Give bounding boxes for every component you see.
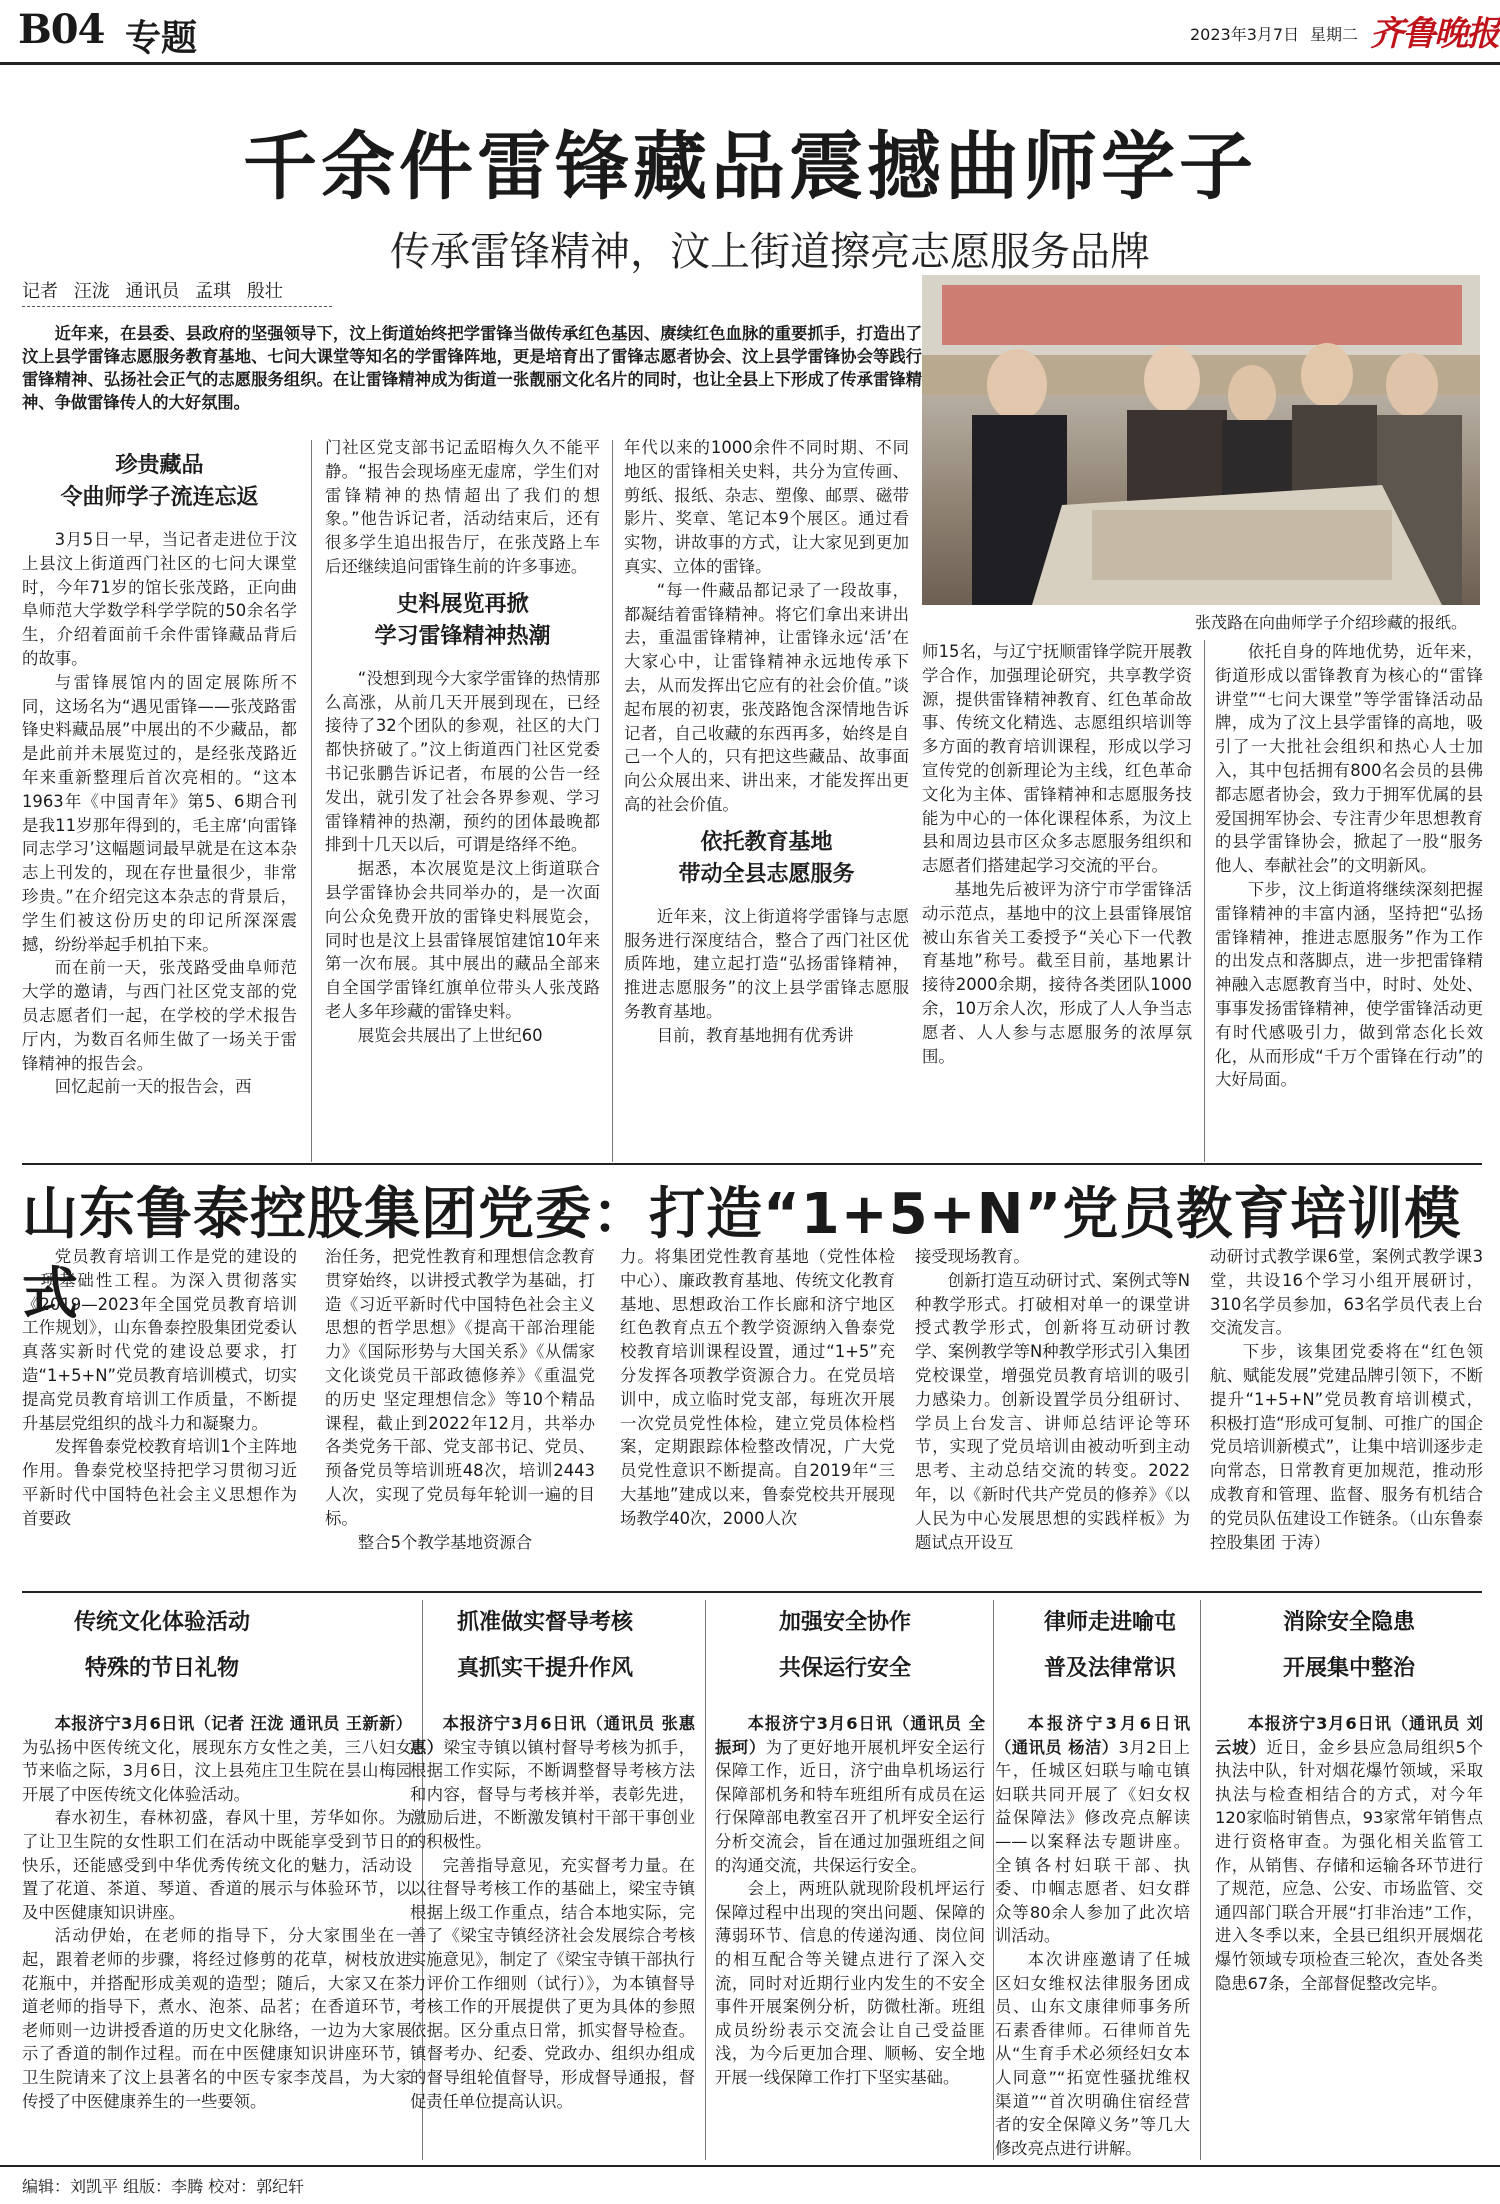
lead-column-3 bbox=[624, 436, 909, 1162]
brief-title: 真抓实干提升作风 bbox=[456, 1656, 633, 1681]
subhead-exhibition: 史料展览再掀 学习雷锋精神热潮 bbox=[374, 591, 551, 649]
brief-title: 共保运行安全 bbox=[778, 1656, 911, 1681]
paragraph: 活动伊始，在老师的指导下，分大家围坐在一起，跟着老师的步骤，将经过修剪的花草，树枝放进花瓶中，并搭配形成美观的造型；随后，大家又在茶道老师的指导下，煮水、泡茶、品茗；在香道环节，老师则一边讲授香道的历史文化脉络，一边为大家展示了香道的制作过程。而在中医健康知识讲座环节，卫生院请来了汶上县著名的中医专家李茂昌，为大家传授了中医健康养生的一些要领。 bbox=[22, 1926, 412, 2111]
paragraph: 下步，该集团党委将在“红色领航、赋能发展”党建品牌引领下，不断提升“1+5+N”党员教育培训模式，积极打造“形成可复制、可推广的国企党员培训新模式”，让集中培训逐步走向常态，日常教育更加规范，推动形成教育和管理、监督、服务有机结合的党员队伍建设工作链条。（山东鲁泰控股集团 于涛） bbox=[1210, 1342, 1483, 1552]
second-column-4 bbox=[915, 1245, 1190, 1623]
paragraph: 依托自身的阵地优势，近年来，街道形成以雷锋教育为核心的“雷锋讲堂”“七问大课堂”等学雷锋活动品牌，成为了汶上县学雷锋的高地，吸引了一大批社会组织和热心人士加入，其中包括拥有800名会员的县佛都志愿者协会，致力于拥军优属的县爱国拥军协会、专注青少年思想教育的县学雷锋协会，掀起了一股“服务他人、奉献社会”的文明新风。 bbox=[1215, 642, 1483, 876]
paragraph: 力。将集团党性教育基地（党性体检中心）、廉政教育基地、传统文化教育基地、思想政治工作长廊和济宁地区红色教育点五个教学资源纳入鲁泰党校教育培训课程设置，通过“1+5”充分发挥各项教学资源合力。在党员培训中，成立临时党支部，每班次开展一次党员党性体检，建立党员体检档案，定期跟踪体检整改情况，广大党员党性意识不断提高。自2019年“三大基地”建成以来，鲁泰党校共开展现场教学40次，2000人次 bbox=[620, 1247, 895, 1528]
lead-column-5 bbox=[1215, 640, 1483, 1162]
dateline: 本报济宁3月6日讯（通讯员 杨洁） bbox=[995, 1714, 1190, 1757]
paragraph: 目前，教育基地拥有优秀讲 bbox=[656, 1025, 854, 1045]
subhead-education-base: 依托教育基地 带动全县志愿服务 bbox=[678, 829, 855, 887]
paragraph: 近日，金乡县应急局组织5个执法中队，针对烟花爆竹领域，采取执法与检查相结合的方式，对今年120家临时销售点，93家常年销售点进行资格审查。为强化相关监管工作，从销售、存储和运输各环节进行了规范，应急、公安、市场监管、交通四部门联合开展“打非治违”工作，进入冬季以来，全县已组织开展烟花爆竹领域专项检查三轮次，查处各类隐患67条，全部督促整改完毕。 bbox=[1215, 1737, 1483, 1993]
second-column-1 bbox=[22, 1245, 297, 1623]
byline-rule bbox=[22, 306, 332, 307]
brief-4 bbox=[995, 1600, 1225, 1692]
brief-5 bbox=[1215, 1600, 1483, 1692]
brief-1 bbox=[22, 1600, 412, 1692]
brief-3 bbox=[710, 1600, 980, 1692]
paragraph: 据悉，本次展览是汶上街道联合县学雷锋协会共同举办的，是一次面向公众免费开放的雷锋史料展览会，同时也是汶上县雷锋展馆建馆10年来第一次布展。其中展出的藏品全部来自全国学雷锋红旗单位带头人张茂路老人多年珍藏的雷锋史料。 bbox=[325, 859, 600, 1021]
paragraph: 门社区党支部书记孟昭梅久久不能平静。“报告会现场座无虚席，学生们对雷锋精神的热情超出了我们的想象。”他告诉记者，活动结束后，还有很多学生追出报告厅，在张茂路上车后还继续追问雷锋生前的许多事迹。 bbox=[325, 438, 600, 576]
page-code: B04 bbox=[18, 6, 105, 53]
brief-title: 律师走进喻屯 bbox=[1043, 1610, 1176, 1635]
editor-credits: 编辑：刘凯平 组版：李腾 校对：郭纪轩 bbox=[22, 2177, 305, 2196]
lead-paragraph: 近年来，在县委、县政府的坚强领导下，汶上街道始终把学雷锋当做传承红色基因、赓续红色血脉的重要抓手，打造出了汶上县学雷锋志愿服务教育基地、七问大课堂等知名的学雷锋阵地，更是培育出了雷锋志愿者协会、汶上县学雷锋协会等践行雷锋精神、弘扬社会正气的志愿服务组织。在让雷锋精神成为街道一张靓丽文化名片的同时，也让全县上下形成了传承雷锋精神、争做雷锋传人的大好氛围。 bbox=[22, 324, 922, 412]
column-divider bbox=[993, 1600, 994, 2160]
lead-subheadline: 传承雷锋精神，汶上街道擦亮志愿服务品牌 bbox=[390, 229, 1150, 275]
header-rule bbox=[0, 62, 1500, 65]
brief-title: 加强安全协作 bbox=[778, 1610, 911, 1635]
paragraph: “每一件藏品都记录了一段故事，都凝结着雷锋精神。将它们拿出来讲出去，重温雷锋精神，让雷锋永远‘活’在大家心中，让雷锋精神永远地传承下去，从而发挥出它应有的社会价值。”谈起布展的初衷，张茂路饱含深情地告诉记者，自己收藏的东西再多，始终是自己一个人的，只有把这些藏品、故事面向公众展出来、讲出来，才能发挥出更高的社会价值。 bbox=[624, 580, 909, 814]
paragraph: 师15名，与辽宁抚顺雷锋学院开展教学合作，加强理论研究，共享教学资源，提供雷锋精神教育、红色革命故事、传统文化精选、志愿组织培训等多方面的教育培训课程，形成以学习宣传党的创新理论为主线，红色革命文化为主体、雷锋精神和志愿服务技能为中心的一体化课程体系，为汶上县和周边县市区众多志愿服务组织和志愿者们搭建起学习交流的平台。 bbox=[922, 642, 1192, 876]
paragraph: 下步，汶上街道将继续深刻把握雷锋精神的丰富内涵，坚持把“弘扬雷锋精神，推进志愿服务”作为工作的出发点和落脚点，进一步把雷锋精神融入志愿教育当中，时时、处处、事事发扬雷锋精神，使学雷锋活动更有时代感吸引力，做到常态化长效化，从而形成“千万个雷锋在行动”的大好局面。 bbox=[1215, 879, 1483, 1090]
brief-title: 特殊的节日礼物 bbox=[84, 1656, 239, 1681]
paragraph: 基地先后被评为济宁市学雷锋活动示范点，基地中的汶上县雷锋展馆被山东省关工委授予“关心下一代教育基地”称号。截至目前，基地累计接待2000余期，接待各类团队1000余，10万余人次，形成了人人争当志愿者、人人参与志愿服务的浓厚氛围。 bbox=[922, 879, 1192, 1066]
second-column-5 bbox=[1210, 1245, 1483, 1623]
second-headline: 山东鲁泰控股集团党委：打造“1+5+N”党员教育培训模式 bbox=[22, 1182, 1462, 1327]
brief-title: 消除安全隐患 bbox=[1282, 1610, 1415, 1635]
briefs-rule bbox=[22, 1591, 1482, 1593]
second-column-2 bbox=[325, 1245, 595, 1623]
brief-title: 抓准做实督导考核 bbox=[456, 1610, 633, 1635]
news-photo bbox=[922, 275, 1480, 605]
byline: 记者 汪泷 通讯员 孟琪 殷壮 bbox=[22, 281, 283, 302]
paragraph: 展览会共展出了上世纪60 bbox=[357, 1025, 543, 1045]
paragraph: 动研讨式教学课6堂，案例式教学课3堂，共设16个学习小组开展研讨，310名学员参加，63名学员代表上台交流发言。 bbox=[1210, 1247, 1483, 1338]
second-column-3 bbox=[620, 1245, 895, 1623]
dateline: 本报济宁3月6日讯（通讯员 张惠惠） bbox=[410, 1714, 695, 1757]
paragraph: “没想到现今大家学雷锋的热情那么高涨，从前几天开展到现在，已经接待了32个团队的参观，社区的大门都快挤破了。”汶上街道西门社区党委书记张鹏告诉记者，布展的公告一经发出，就引发了社会各界参观、学习雷锋精神的热潮，预约的团体最晚都排到十几天以后，可谓是络绎不绝。 bbox=[325, 668, 600, 855]
paragraph: 年代以来的1000余件不同时期、不同地区的雷锋相关史料，共分为宣传画、剪纸、报纸、杂志、塑像、邮票、磁带影片、奖章、笔记本9个展区。通过看实物，讲故事的方式，让大家见到更加真实、立体的雷锋。 bbox=[624, 438, 909, 576]
lead-column-1 bbox=[22, 440, 297, 1162]
column-divider bbox=[1204, 640, 1205, 1162]
dateline: 本报济宁3月6日讯（通讯员 全振珂） bbox=[715, 1714, 985, 1757]
paragraph: 整合5个教学基地资源合 bbox=[357, 1532, 533, 1552]
brief-4-body bbox=[995, 1712, 1190, 2160]
paragraph: 会上，两班队就现阶段机坪运行保障过程中出现的突出问题、保障的薄弱环节、信息的传递沟通、岗位间的相互配合等关键点进行了深入交流，同时对近期行业内发生的不安全事件开展案例分析，防微杜渐。班组成员纷纷表示交流会让自己受益匪浅，为今后更加合理、顺畅、安全地开展一线保障工作打下坚实基础。 bbox=[715, 1879, 985, 2087]
paragraph: 与雷锋展馆内的固定展陈所不同，这场名为“遇见雷锋——张茂路雷锋史料藏品展”中展出的不少藏品，都是此前并未展览过的，是经张茂路近年来重新整理后首次亮相的。“这本1963年《中国青年》第5、6期合刊是我11岁那年得到的，毛主席‘向雷锋同志学习’这幅题词最早就是在这本杂志上刊发的，现在存世量很少，非常珍贵。”在介绍完这本杂志的背景后，学生们被这份历史的印记所深深震撼，纷纷举起手机拍下来。 bbox=[22, 672, 297, 954]
column-divider bbox=[311, 440, 312, 1162]
paragraph: 3月5日一早，当记者走进位于汶上县汶上街道西门社区的七问大课堂时，今年71岁的馆长张茂路，正向曲阜师范大学数学科学学院的50余名学生，介绍着面前千余件雷锋藏品背后的故事。 bbox=[22, 530, 297, 668]
paragraph: 春水初生，春林初盛，春风十里，芳华如你。为了让卫生院的女性职工们在活动中既能享受到节日的快乐，还能感受到中华优秀传统文化的魅力，活动设置了花道、茶道、琴道、香道的展示与体验环节，以及中医健康知识讲座。 bbox=[22, 1808, 412, 1922]
brief-2-body bbox=[410, 1712, 695, 2160]
paragraph: 完善指导意见，充实督考力量。在以往督导考核工作的基础上，梁宝寺镇根据上级工作重点，结合本地实际，完善了《梁宝寺镇经济社会发展综合考核实施意见》，制定了《梁宝寺镇干部执行力评价工作细则（试行）》，为本镇督导考核工作的开展提供了更为具体的参照依据。区分重点日常，抓实督导检查。镇督考办、纪委、党政办、组织办组成的督导组轮值督导，形成督导通报，督促责任单位提高认识。 bbox=[410, 1855, 695, 2111]
paragraph: 党员教育培训工作是党的建设的一项基础性工程。为深入贯彻落实《2019—2023年全国党员教育培训工作规划》，山东鲁泰控股集团党委认真落实新时代党的建设总要求，打造“1+5+N”党员教育培训模式，切实提高党员教育培训工作质量，不断提升基层党组织的战斗力和凝聚力。 bbox=[22, 1247, 297, 1433]
brief-3-body bbox=[715, 1712, 985, 2160]
photo-caption: 张茂路在向曲师学子介绍珍藏的报纸。 bbox=[1195, 613, 1468, 632]
lead-column-2 bbox=[325, 436, 600, 1162]
brief-2 bbox=[410, 1600, 680, 1692]
dateline: 本报济宁3月6日讯（通讯员 刘云坡） bbox=[1215, 1714, 1483, 1757]
paragraph: 近年来，汶上街道将学雷锋与志愿服务进行深度结合，整合了西门社区优质阵地，建立起打造“弘扬雷锋精神，推进志愿服务”的汶上县学雷锋志愿服务教育基地。 bbox=[624, 906, 909, 1021]
issue-weekday: 星期二 bbox=[1310, 25, 1359, 44]
column-divider bbox=[705, 1600, 706, 2160]
paragraph: 治任务，把党性教育和理想信念教育贯穿始终，以讲授式教学为基础，打造《习近平新时代中国特色社会主义思想的哲学思想》《提高干部治理能力》《国际形势与大国关系》《从儒家文化谈党员干部政德修养》《重温党的历史 坚定理想信念》等10个精品课程，截止到2022年12月，共举办各类党务干部、党支部书记、党员、预备党员等培训班48次，培训2443人次，实现了党员每年轮训一遍的目标。 bbox=[325, 1247, 595, 1528]
section-rule bbox=[22, 1163, 1482, 1165]
section-name: 专题 bbox=[125, 17, 198, 59]
column-divider bbox=[612, 440, 613, 1162]
paragraph: 本次讲座邀请了任城区妇女维权法律服务团成员、山东文康律师事务所石素香律师。石律师首先从“生育手术必须经妇女本人同意”“拓宽性骚扰维权渠道”“首次明确住宿经营者的安全保障义务”等几大修改亮点进行讲解。 bbox=[995, 1949, 1190, 2158]
lead-headline: 千余件雷锋藏品震撼曲师学子 bbox=[243, 124, 1257, 210]
subhead-treasures: 珍贵藏品 令曲师学子流连忘返 bbox=[60, 453, 259, 510]
paragraph: 为弘扬中医传统文化，展现东方女性之美，三八妇女节来临之际，3月6日，汶上县苑庄卫生院在昙山梅园开展了中医传统文化体验活动。 bbox=[22, 1737, 412, 1804]
brief-1-body bbox=[22, 1712, 412, 2160]
paragraph: 为了更好地开展机坪安全运行保障工作，近日，济宁曲阜机场运行保障部机务和特车班组所有成员在运行保障部电教室召开了机坪安全运行分析交流会，旨在通过加强班组之间的沟通交流，共保运行安全。 bbox=[715, 1737, 985, 1875]
paragraph: 3月2日上午，任城区妇联与喻屯镇妇联共同开展了《妇女权益保障法》修改亮点解读——以案释法专题讲座。全镇各村妇联干部、执委、巾帼志愿者、妇女群众等80余人参加了此次培训活动。 bbox=[995, 1737, 1190, 1946]
footer-rule bbox=[0, 2165, 1500, 2167]
paragraph: 梁宝寺镇以镇村督导考核为抓手，根据工作实际，不断调整督导考核方法和内容，督导与考核并举，表彰先进，激励后进，不断激发镇村干部干事创业的积极性。 bbox=[410, 1737, 695, 1851]
paragraph: 发挥鲁泰党校教育培训1个主阵地作用。鲁泰党校坚持把学习贯彻习近平新时代中国特色社会主义思想作为首要政 bbox=[22, 1437, 297, 1528]
paragraph: 接受现场教育。 bbox=[915, 1247, 1030, 1266]
column-divider bbox=[1200, 1600, 1201, 2160]
dateline: 本报济宁3月6日讯（记者 汪泷 通讯员 王新新） bbox=[54, 1714, 412, 1733]
lead-column-4 bbox=[922, 640, 1192, 1162]
brief-title: 普及法律常识 bbox=[1043, 1656, 1176, 1681]
photo-illustration bbox=[922, 275, 1480, 605]
newspaper-logo: 齐鲁晚报 bbox=[1370, 14, 1498, 54]
brief-title: 传统文化体验活动 bbox=[73, 1610, 250, 1635]
paragraph: 而在前一天，张茂路受曲阜师范大学的邀请，与西门社区党支部的党员志愿者们一起，在学校的学术报告厅内，为数百名师生做了一场关于雷锋精神的报告会。 bbox=[22, 958, 297, 1073]
brief-5-body bbox=[1215, 1712, 1483, 2160]
paragraph: 回忆起前一天的报告会，西 bbox=[54, 1077, 252, 1097]
issue-date: 2023年3月7日 bbox=[1190, 25, 1300, 44]
paragraph: 创新打造互动研讨式、案例式等N种教学形式。打破相对单一的课堂讲授式教学形式，创新将互动研讨教学、案例教学等N种教学形式引入集团党校课堂，增强党员教育培训的吸引力感染力。创新设置学员分组研讨、学员上台发言、讲师总结评论等环节，实现了党员培训由被动听到主动思考、主动总结交流的转变。2022年，以《新时代共产党员的修养》《以人民为中心发展思想的实践样板》为题试点开设互 bbox=[915, 1270, 1190, 1552]
brief-title: 开展集中整治 bbox=[1282, 1656, 1415, 1681]
